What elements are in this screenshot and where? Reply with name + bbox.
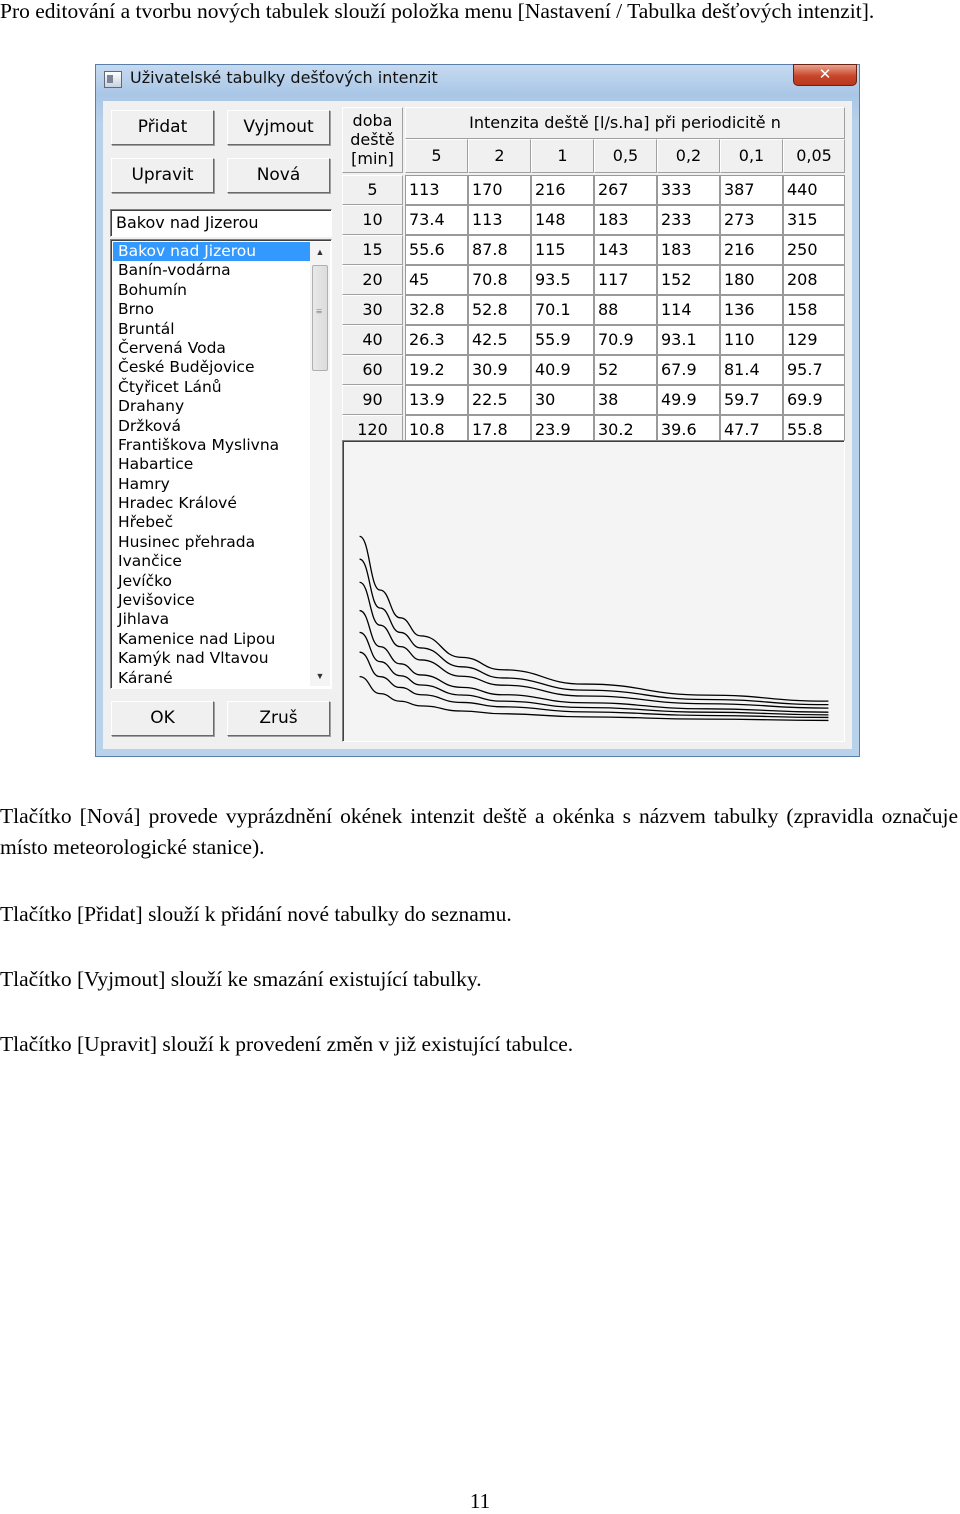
intensity-cell[interactable]: 52 [594,355,657,385]
intensity-cell[interactable]: 158 [783,295,845,325]
list-item[interactable]: Kamenice nad Lipou [118,629,276,648]
intensity-cell[interactable]: 93.1 [657,325,720,355]
duration-cell: 90 [342,385,403,415]
periodicity-header: 0,1 [720,139,783,173]
list-item[interactable]: Kárané [118,668,173,687]
intensity-cell[interactable]: 38 [594,385,657,415]
intensity-cell[interactable]: 49.9 [657,385,720,415]
intensity-cell[interactable]: 26.3 [405,325,468,355]
intensity-cell[interactable]: 47.7 [720,415,783,445]
intensity-cell[interactable]: 22.5 [468,385,531,415]
periodicity-header: 0,2 [657,139,720,173]
intensity-cell[interactable]: 55.9 [531,325,594,355]
paragraph-new: Tlačítko [Nová] provede vyprázdnění okének intenzit deště a okénka s názvem tabulky (zpravidla označuje místo meteorologické stanice). [0,804,958,859]
duration-header-line: deště [350,130,395,149]
intensity-cell[interactable]: 10.8 [405,415,468,445]
list-item[interactable]: České Budějovice [118,358,255,377]
cancel-button[interactable]: Zruš [227,701,330,736]
intensity-cell[interactable]: 216 [720,235,783,265]
intensity-cell[interactable]: 250 [783,235,845,265]
scroll-down-icon[interactable]: ▼ [315,671,325,681]
list-item[interactable]: Bruntál [118,319,175,338]
curve-periodicity-0-1 [360,559,829,705]
list-item[interactable]: Hřebeč [118,513,174,532]
intensity-cell[interactable]: 73.4 [405,205,468,235]
intensity-cell[interactable]: 30 [531,385,594,415]
intensity-cell[interactable]: 180 [720,265,783,295]
list-item[interactable]: Čtyřicet Lánů [118,377,222,396]
list-item[interactable]: Držková [118,416,182,435]
title-bar[interactable] [96,65,859,95]
intensity-cell[interactable]: 52.8 [468,295,531,325]
intensity-graph [342,440,845,742]
list-item[interactable]: Františkova Myslivna [118,435,280,454]
list-item[interactable]: Bohumín [118,280,187,299]
periodicity-header: 0,5 [594,139,657,173]
intensity-cell[interactable]: 113 [405,175,468,205]
duration-cell: 10 [342,205,403,235]
intensity-cell[interactable]: 93.5 [531,265,594,295]
duration-cell: 5 [342,175,403,205]
rain-intensity-dialog [95,64,860,757]
intensity-cell[interactable]: 115 [531,235,594,265]
app-icon [104,71,122,88]
duration-header [342,107,403,173]
new-button[interactable]: Nová [227,158,330,193]
intensity-cell[interactable]: 42.5 [468,325,531,355]
intensity-cell[interactable]: 216 [531,175,594,205]
intensity-cell[interactable]: 183 [594,205,657,235]
intensity-cell[interactable]: 170 [468,175,531,205]
periodicity-header: 0,05 [783,139,845,173]
intensity-cell[interactable]: 13.9 [405,385,468,415]
duration-cell: 20 [342,265,403,295]
intensity-cell[interactable]: 55.8 [783,415,845,445]
intensity-table [342,107,845,437]
intensity-cell[interactable]: 95.7 [783,355,845,385]
intensity-cell[interactable]: 148 [531,205,594,235]
remove-button[interactable]: Vyjmout [227,110,330,145]
intensity-cell[interactable]: 17.8 [468,415,531,445]
intensity-group-header: Intenzita deště [l/s.ha] při periodicitě n [405,107,845,139]
table-list-items [113,242,311,688]
intensity-cell[interactable]: 45 [405,265,468,295]
intensity-cell[interactable]: 23.9 [531,415,594,445]
list-item[interactable]: Jevišovice [118,591,195,610]
ok-button[interactable]: OK [111,701,214,736]
duration-header-line: [min] [351,149,394,168]
intensity-cell[interactable]: 30.2 [594,415,657,445]
intensity-cell[interactable]: 81.4 [720,355,783,385]
intensity-cell[interactable]: 69.9 [783,385,845,415]
list-item[interactable]: Husinec přehrada [118,532,256,551]
scroll-thumb[interactable] [312,265,328,371]
intro-paragraph: Pro editování a tvorbu nových tabulek slouží položka menu [Nastavení / Tabulka dešťových intenzit]. [0,0,875,23]
scroll-up-icon[interactable]: ▲ [315,247,325,257]
intensity-cell[interactable]: 143 [594,235,657,265]
intensity-cell[interactable]: 70.9 [594,325,657,355]
periodicity-header: 1 [531,139,594,173]
duration-cell: 30 [342,295,403,325]
list-item[interactable]: Jihlava [118,610,170,629]
table-list[interactable] [110,239,332,689]
intensity-cell[interactable]: 59.7 [720,385,783,415]
intensity-cell[interactable]: 117 [594,265,657,295]
list-scrollbar[interactable] [310,242,330,686]
list-item[interactable]: Červená Voda [118,338,226,357]
intensity-cell[interactable]: 39.6 [657,415,720,445]
intensity-cell[interactable]: 440 [783,175,845,205]
duration-cell: 40 [342,325,403,355]
intensity-cell[interactable]: 267 [594,175,657,205]
intensity-cell[interactable]: 273 [720,205,783,235]
intensity-cell[interactable]: 113 [468,205,531,235]
list-item[interactable]: Ivančice [118,552,182,571]
duration-cell: 60 [342,355,403,385]
list-item[interactable]: Banín-vodárna [118,261,231,280]
list-item[interactable]: Jevíčko [118,571,173,590]
duration-cell: 120 [342,415,403,445]
intensity-cell[interactable]: 315 [783,205,845,235]
paragraph-edit: Tlačítko [Upravit] slouží k provedení změn v již existující tabulce. [0,1032,574,1056]
page-number: 11 [469,1489,491,1513]
intensity-cell[interactable]: 70.8 [468,265,531,295]
paragraph-remove: Tlačítko [Vyjmout] slouží ke smazání existující tabulky. [0,967,482,991]
list-item[interactable]: Bakov nad Jizerou [113,242,311,261]
intensity-cell[interactable]: 208 [783,265,845,295]
list-item[interactable]: Brno [118,300,155,319]
intensity-cell[interactable]: 19.2 [405,355,468,385]
list-item[interactable]: Hamry [118,474,170,493]
periodicity-header: 2 [468,139,531,173]
list-item[interactable]: Hradec Králové [118,494,237,513]
intensity-cell[interactable]: 152 [657,265,720,295]
intensity-cell[interactable]: 114 [657,295,720,325]
dialog-client-area [103,101,852,749]
intensity-cell[interactable]: 67.9 [657,355,720,385]
paragraph-add: Tlačítko [Přidat] slouží k přidání nové tabulky do seznamu. [0,902,512,926]
intensity-cell[interactable]: 110 [720,325,783,355]
list-item[interactable]: Kamýk nad Vltavou [118,649,269,668]
curve-periodicity-5 [360,677,829,721]
intensity-cell[interactable]: 40.9 [531,355,594,385]
list-item[interactable]: Drahany [118,397,185,416]
intensity-cell[interactable]: 55.6 [405,235,468,265]
periodicity-header: 5 [405,139,468,173]
table-name-field[interactable]: Bakov nad Jizerou [110,209,332,237]
intensity-cell[interactable]: 88 [594,295,657,325]
duration-cell: 15 [342,235,403,265]
intensity-cell[interactable]: 333 [657,175,720,205]
close-button[interactable]: ✕ [793,64,857,86]
duration-header-line: doba [352,111,393,130]
curve-periodicity-0-2 [360,582,829,708]
intensity-cell[interactable]: 136 [720,295,783,325]
intensity-cell[interactable]: 129 [783,325,845,355]
intensity-cell[interactable]: 233 [657,205,720,235]
intensity-cell[interactable]: 70.1 [531,295,594,325]
window-title: Uživatelské tabulky dešťových intenzit [130,68,438,87]
intensity-cell[interactable]: 32.8 [405,295,468,325]
intensity-cell[interactable]: 87.8 [468,235,531,265]
list-item[interactable]: Habartice [118,455,194,474]
intensity-cell[interactable]: 30.9 [468,355,531,385]
intensity-cell[interactable]: 387 [720,175,783,205]
add-button[interactable]: Přidat [111,110,214,145]
intensity-cell[interactable]: 183 [657,235,720,265]
edit-button[interactable]: Upravit [111,158,214,193]
